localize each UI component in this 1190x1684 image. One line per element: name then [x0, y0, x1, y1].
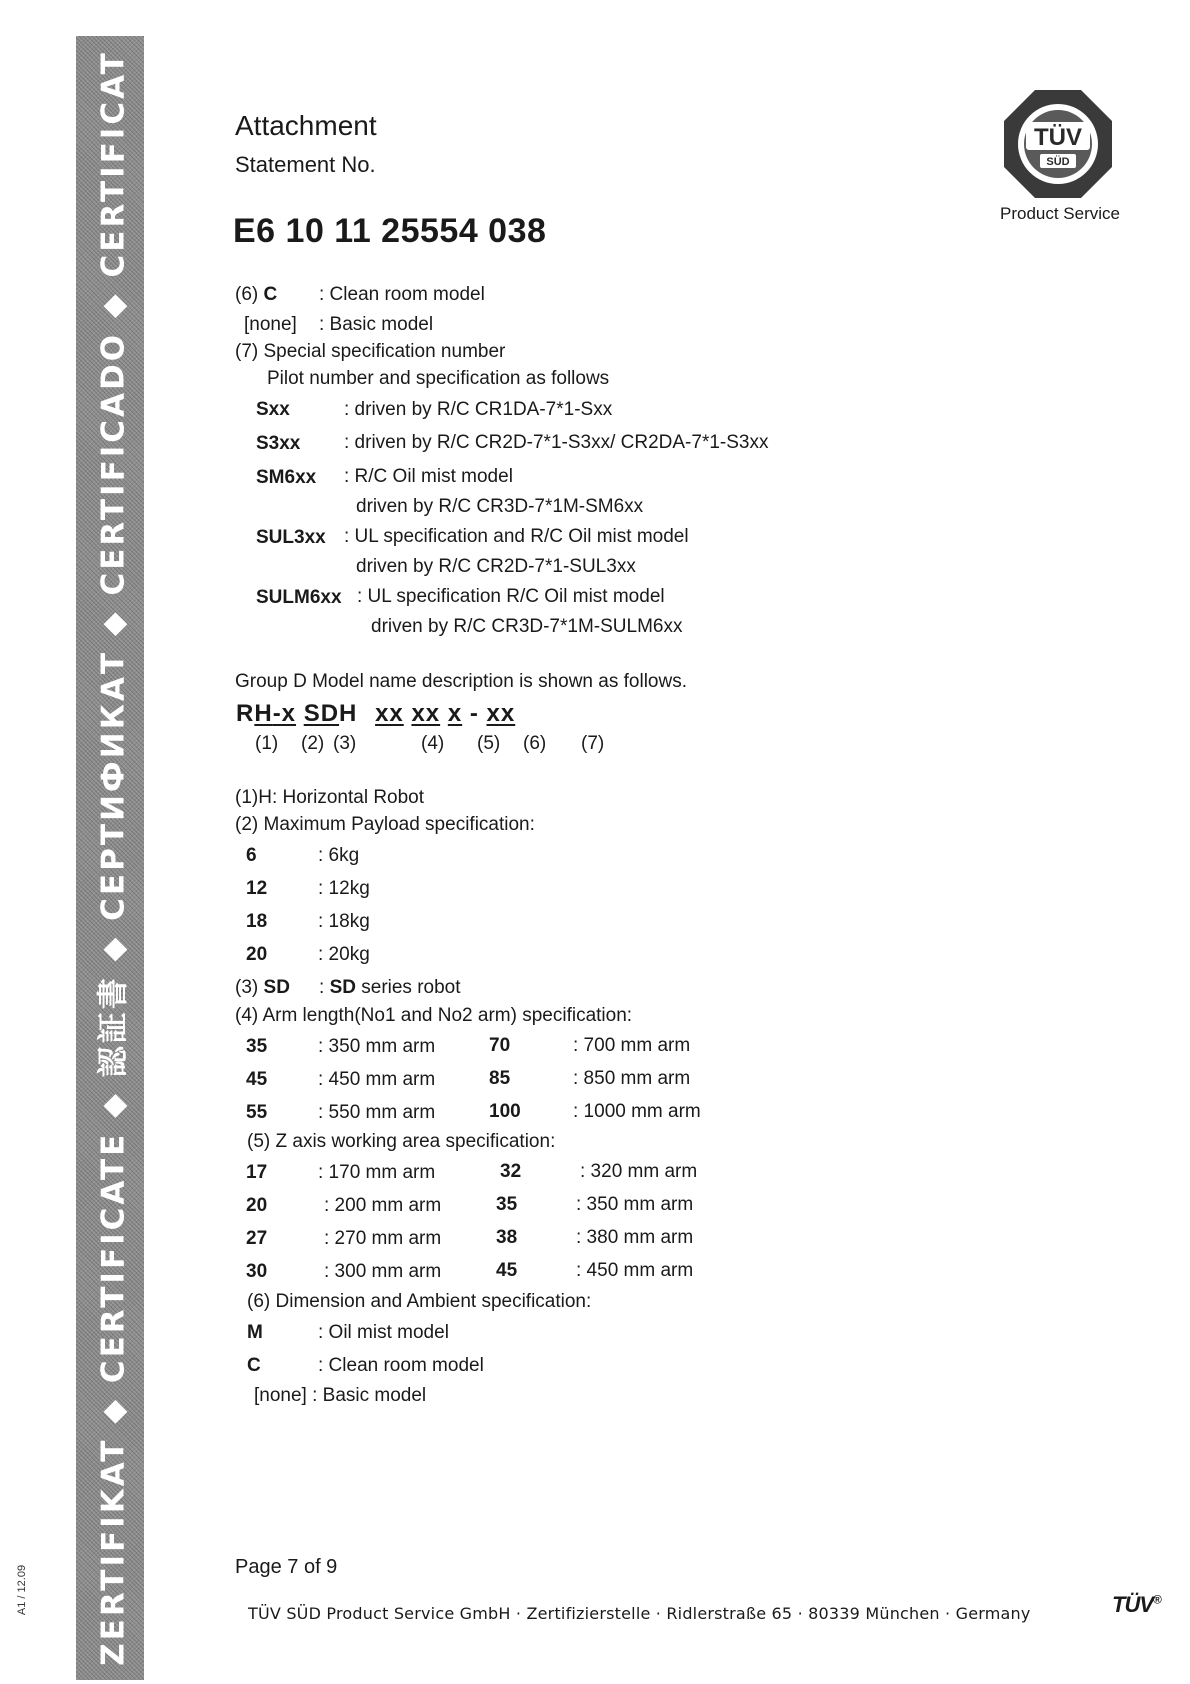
arm-code: 45	[246, 1069, 268, 1090]
statement-label: Statement No.	[235, 152, 376, 177]
z-desc: : 380 mm arm	[576, 1227, 694, 1248]
z-code: 27	[246, 1228, 268, 1249]
z-code: 30	[246, 1261, 268, 1282]
tuv-sud-logo	[1002, 88, 1114, 200]
dim-desc: : Clean room model	[318, 1355, 484, 1376]
dim-code: C	[247, 1355, 261, 1376]
code-index: (3)	[333, 733, 357, 754]
code-index: (6)	[523, 733, 547, 754]
dimension-title: (6) Dimension and Ambient specification:	[247, 1291, 592, 1312]
special-code: SULM6xx	[256, 587, 342, 608]
arm-code: 35	[246, 1036, 268, 1057]
pilot-number-line: Pilot number and specification as follows	[267, 368, 610, 389]
arm-desc: : 700 mm arm	[573, 1035, 691, 1056]
dim-none-line: [none] : Basic model	[254, 1385, 427, 1406]
special-desc-2: driven by R/C CR3D-7*1M-SM6xx	[356, 496, 644, 517]
special-spec-title: (7) Special specification number	[235, 341, 506, 362]
code-index: (2)	[301, 733, 325, 754]
arm-code: 70	[489, 1035, 511, 1056]
z-desc: : 270 mm arm	[324, 1228, 442, 1249]
payload-desc: : 6kg	[318, 845, 360, 866]
arm-desc: : 1000 mm arm	[573, 1101, 701, 1122]
clean-room-line: (6) C : Clean room model	[235, 284, 485, 305]
special-desc: : driven by R/C CR1DA-7*1-Sxx	[344, 399, 613, 420]
sidebar-text: ZERTIFIKAT ◆ CERTIFICATE ◆ 認証書 ◆ СЕРТИФИКАТ ◆ CERTIFICADO ◆ CERTIFICAT	[95, 50, 132, 1666]
sd-series-line: (3) SD : SD series robot	[235, 977, 461, 998]
z-code: 35	[496, 1194, 518, 1215]
logo-text: TÜV	[1034, 124, 1082, 151]
z-code: 32	[500, 1161, 522, 1182]
z-code: 17	[246, 1162, 268, 1183]
special-desc: : driven by R/C CR2D-7*1-S3xx/ CR2DA-7*1-S3xx	[344, 432, 769, 453]
z-axis-title: (5) Z axis working area specification:	[247, 1131, 556, 1152]
z-code: 20	[246, 1195, 268, 1216]
edition-label: A1 / 12.09	[16, 1564, 28, 1616]
special-code: SUL3xx	[256, 527, 326, 548]
special-desc: : UL specification and R/C Oil mist model	[344, 526, 689, 547]
z-desc: : 200 mm arm	[324, 1195, 442, 1216]
arm-code: 85	[489, 1068, 511, 1089]
arm-length-title: (4) Arm length(No1 and No2 arm) specification:	[235, 1005, 633, 1026]
code-index: (4)	[421, 733, 445, 754]
z-desc: : 350 mm arm	[576, 1194, 694, 1215]
code-index: (7)	[581, 733, 605, 754]
arm-desc: : 450 mm arm	[318, 1069, 436, 1090]
payload-code: 20	[246, 944, 268, 965]
z-code: 45	[496, 1260, 518, 1281]
special-desc-2: driven by R/C CR2D-7*1-SUL3xx	[356, 556, 636, 577]
model-name-code: RH-x SDH xx xx x - xx	[236, 700, 516, 727]
payload-desc: : 12kg	[318, 878, 370, 899]
special-code: S3xx	[256, 433, 301, 454]
certificate-sidebar	[76, 36, 144, 1680]
dim-code: M	[247, 1322, 263, 1343]
payload-code: 18	[246, 911, 268, 932]
payload-code: 12	[246, 878, 268, 899]
payload-desc: : 18kg	[318, 911, 370, 932]
page-number: Page 7 of 9	[235, 1556, 338, 1578]
z-desc: : 170 mm arm	[318, 1162, 436, 1183]
arm-desc: : 550 mm arm	[318, 1102, 436, 1123]
payload-code: 6	[246, 845, 257, 866]
payload-desc: : 20kg	[318, 944, 370, 965]
tuv-footer-mark: TÜV®	[1112, 1592, 1161, 1617]
horizontal-robot-line: (1)H: Horizontal Robot	[235, 787, 425, 808]
group-d-title: Group D Model name description is shown as follows.	[235, 671, 687, 692]
z-code: 38	[496, 1227, 518, 1248]
z-desc: : 300 mm arm	[324, 1261, 442, 1282]
code-index: (5)	[477, 733, 501, 754]
special-desc: : UL specification R/C Oil mist model	[357, 586, 665, 607]
certificate-number: E6 10 11 25554 038	[233, 212, 547, 250]
arm-code: 100	[489, 1101, 521, 1122]
special-desc-2: driven by R/C CR3D-7*1M-SULM6xx	[371, 616, 683, 637]
z-desc: : 450 mm arm	[576, 1260, 694, 1281]
attachment-title: Attachment	[235, 110, 377, 141]
special-desc: : R/C Oil mist model	[344, 466, 513, 487]
z-desc: : 320 mm arm	[580, 1161, 698, 1182]
special-code: Sxx	[256, 399, 290, 420]
arm-code: 55	[246, 1102, 268, 1123]
arm-desc: : 850 mm arm	[573, 1068, 691, 1089]
company-address: TÜV SÜD Product Service GmbH · Zertifizierstelle · Ridlerstraße 65 · 80339 München · Germany	[248, 1604, 1031, 1623]
product-service-label: Product Service	[1000, 204, 1120, 223]
payload-title: (2) Maximum Payload specification:	[235, 814, 535, 835]
logo-sub-text: SÜD	[1046, 156, 1070, 168]
arm-desc: : 350 mm arm	[318, 1036, 436, 1057]
code-index: (1)	[255, 733, 279, 754]
basic-model-line: [none] : Basic model	[244, 314, 434, 335]
dim-desc: : Oil mist model	[318, 1322, 449, 1343]
special-code: SM6xx	[256, 467, 317, 488]
